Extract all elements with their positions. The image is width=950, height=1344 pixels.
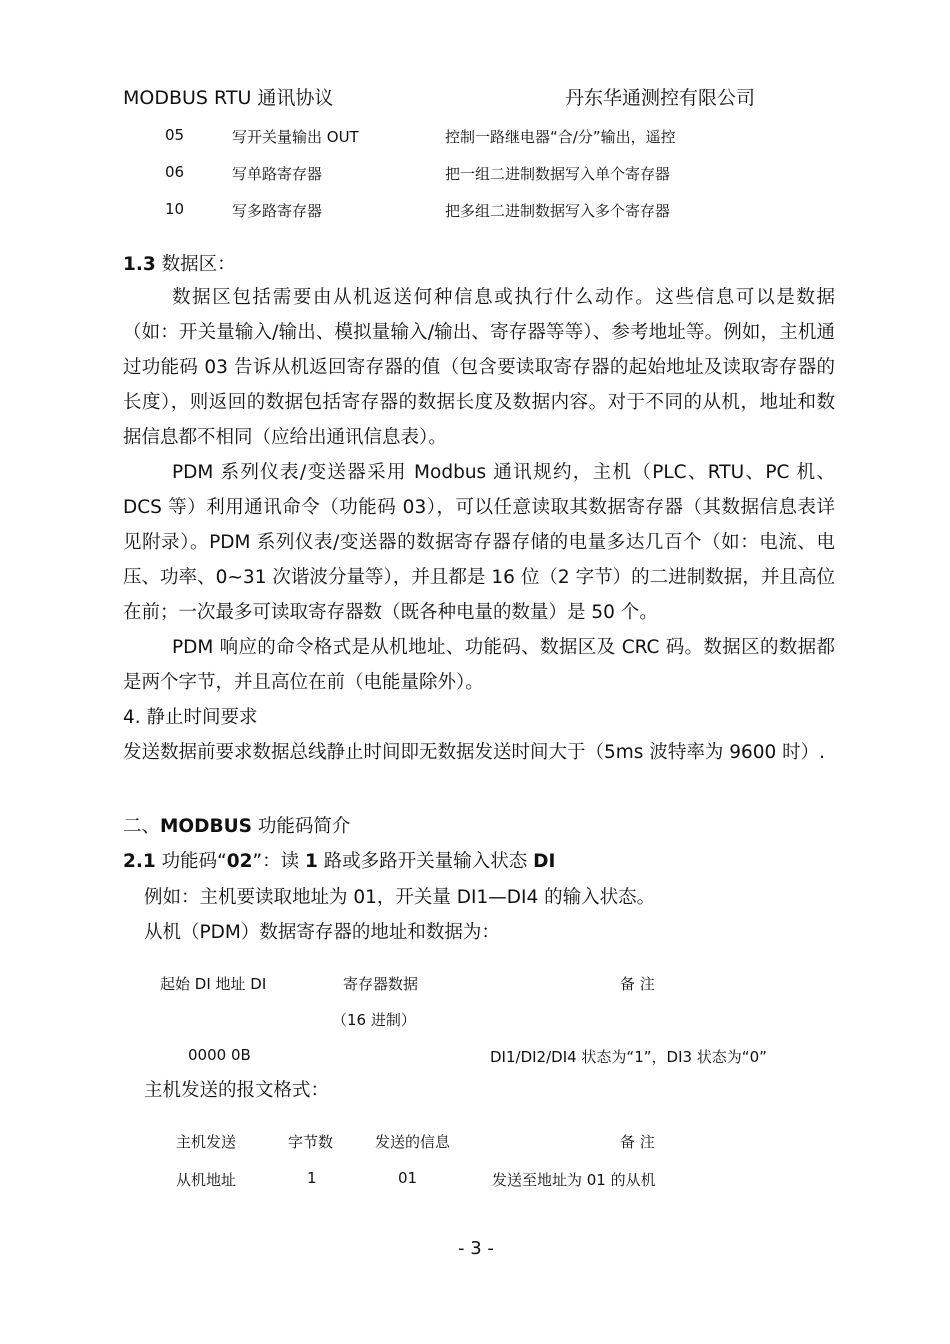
func-code: 10 [165, 200, 185, 218]
func-code: 05 [165, 126, 185, 144]
paragraph-pdm-modbus: PDM 系列仪表/变送器采用 Modbus 通讯规约，主机（PLC、RTU、PC 机、DCS 等）利用通讯命令（功能码 03），可以任意读取其数据寄存器（其数据信息表详见附录）。PDM 系列仪表/变送器的数据寄存器存储的电量多达几百个（如：电流、电压、功率、0~31 次谐波分量等），并且都是 16 位（2 字节）的二进制数据，并且高位在前；一次最多可读取寄存器数（既各种电量的数量）是 50 个。 [123, 462, 835, 623]
func-name: 写开关量输出 OUT [232, 128, 359, 146]
table2-header-byte-count: 字节数 [288, 1133, 334, 1151]
table2-cell-bytes: 1 [307, 1169, 317, 1187]
example-text: 例如：主机要读取地址为 01，开关量 DI1—DI4 的输入状态。 [144, 887, 656, 908]
doc-header-title: MODBUS RTU 通讯协议 [123, 87, 334, 109]
paragraph-idle-time: 发送数据前要求数据总线静止时间即无数据发送时间大于（5ms 波特率为 9600 时）. [123, 742, 826, 763]
section-title: 数据区： [155, 254, 236, 275]
slave-register-intro: 从机（PDM）数据寄存器的地址和数据为： [144, 922, 500, 943]
table2-cell-info: 01 [398, 1169, 418, 1187]
heading-text: 路或多路开关量输入状态 [317, 851, 534, 872]
func-desc: 把多组二进制数据写入多个寄存器 [445, 202, 671, 220]
table1-header-register-data: 寄存器数据 [343, 975, 419, 993]
section-heading-2 [123, 812, 350, 838]
section-number: 2.1 [123, 851, 156, 872]
doc-header-company: 丹东华通测控有限公司 [565, 87, 756, 109]
table2-cell-remark: 发送至地址为 01 的从机 [492, 1171, 656, 1189]
func-code: 06 [165, 163, 185, 181]
page-number: - 3 - [458, 1238, 494, 1259]
heading-text: ”：读 [252, 851, 305, 872]
heading-bold-di: DI [533, 851, 556, 872]
section-heading-4: 4. 静止时间要求 [123, 707, 258, 728]
heading-text: 功能码“ [161, 851, 227, 872]
section-heading-2-1 [123, 847, 555, 873]
table2-header-info: 发送的信息 [375, 1133, 451, 1151]
function-code: 02 [226, 851, 253, 872]
section-prefix: 二、 [123, 816, 161, 837]
func-name: 写单路寄存器 [232, 165, 323, 183]
section-bold: MODBUS [160, 816, 252, 837]
func-name: 写多路寄存器 [232, 202, 323, 220]
section-heading-1-3 [123, 250, 236, 276]
table1-header-start-addr: 起始 DI 地址 DI [160, 975, 267, 993]
section-suffix: 功能码简介 [251, 816, 351, 837]
table1-cell-remark: DI1/DI2/DI4 状态为“1”，DI3 状态为“0” [490, 1048, 767, 1066]
heading-bold-one: 1 [304, 851, 318, 872]
paragraph-data-area: 数据区包括需要由从机返送何种信息或执行什么动作。这些信息可以是数据（如：开关量输入/输出、模拟量输入/输出、寄存器等等）、参考地址等。例如，主机通过功能码 03 告诉从机返回寄存器的值（包含要读取寄存器的起始地址及读取寄存器的长度），则返回的数据包括寄存器的数据长度及数据内容。对于不同的从机，地址和数据信息都不相同（应给出通讯信息表）。 [123, 287, 835, 448]
paragraph-pdm-response: PDM 响应的命令格式是从机地址、功能码、数据区及 CRC 码。数据区的数据都是两个字节，并且高位在前（电能量除外）。 [123, 637, 835, 693]
master-frame-intro: 主机发送的报文格式： [144, 1080, 330, 1101]
table1-cell-data: 0000 0B [188, 1046, 251, 1064]
table2-header-remarks: 备 注 [620, 1133, 655, 1151]
section-number: 1.3 [123, 254, 156, 275]
table1-header-hex-note: （16 进制） [332, 1011, 416, 1029]
table1-header-remarks: 备 注 [620, 975, 655, 993]
func-desc: 控制一路继电器“合/分”输出，遥控 [445, 128, 676, 146]
func-desc: 把一组二进制数据写入单个寄存器 [445, 165, 671, 183]
table2-cell-field: 从机地址 [176, 1171, 237, 1189]
table2-header-master-send: 主机发送 [176, 1133, 237, 1151]
